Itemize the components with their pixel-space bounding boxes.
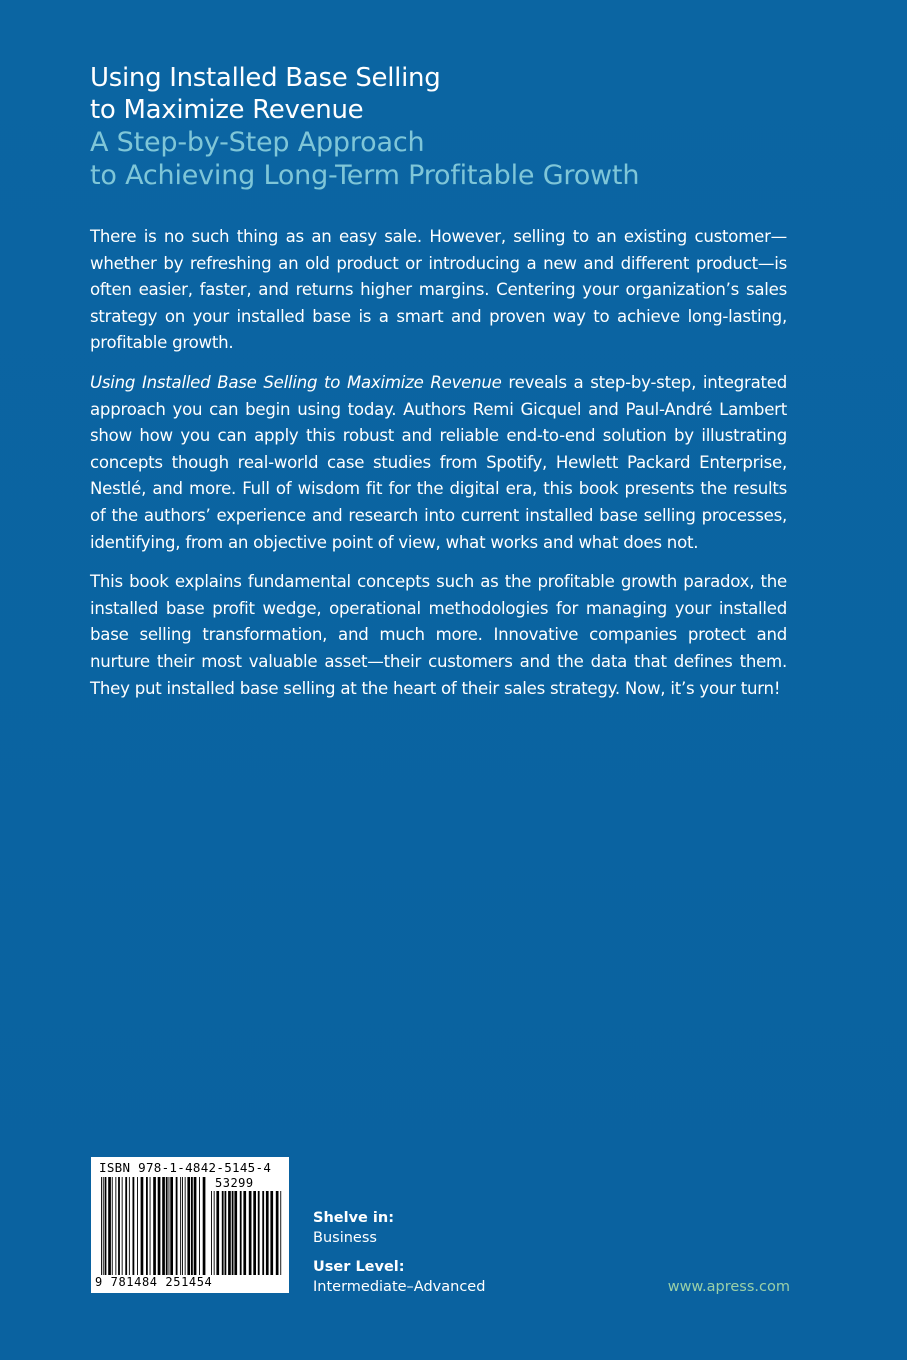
barcode-bar	[262, 1191, 264, 1275]
barcode-bar	[276, 1191, 279, 1275]
barcode-bar	[266, 1191, 269, 1275]
publisher-website[interactable]: www.apress.com	[667, 1279, 790, 1295]
barcode-bar	[133, 1177, 135, 1275]
barcode-bar	[249, 1191, 252, 1275]
barcode-bar	[141, 1177, 144, 1275]
user-level-label: User Level:	[313, 1259, 405, 1275]
barcode-bar	[214, 1191, 215, 1275]
barcode-bar	[101, 1177, 102, 1275]
description-paragraph-1: There is no such thing as an easy sale. However, selling to an existing customer—whether by refreshing an old product or introducing a new and different product—is often easier, faster, and returns higher margins. Centering your organization’s sales strategy on your installed base is a smart and proven way to achieve long-lasting, profitable growth.	[90, 227, 787, 353]
barcode-bar	[243, 1191, 246, 1275]
barcode-bar	[203, 1177, 206, 1275]
shelve-in-label: Shelve in:	[313, 1210, 394, 1226]
book-title-line-1: Using Installed Base Selling	[90, 63, 441, 93]
price-code: 53299	[215, 1176, 254, 1190]
barcode-bar	[112, 1177, 113, 1275]
shelve-in-value: Business	[313, 1230, 377, 1246]
barcode-bar	[222, 1191, 224, 1275]
barcode-bar	[158, 1177, 161, 1275]
barcode-bar	[216, 1191, 219, 1275]
book-title-italic: Using Installed Base Selling to Maximize Revenue	[90, 372, 502, 392]
barcode-bar	[194, 1177, 197, 1275]
barcode-bar	[115, 1177, 116, 1275]
barcode-bar	[122, 1177, 123, 1275]
barcode-bar	[253, 1191, 256, 1275]
barcode-bar	[118, 1177, 120, 1275]
barcode-addon-bars	[211, 1191, 283, 1275]
barcode-bar	[146, 1177, 148, 1275]
barcode-bar	[270, 1191, 273, 1275]
barcode-bar	[125, 1177, 127, 1275]
title-block	[90, 62, 850, 192]
shelving-info	[313, 1208, 485, 1306]
barcode-bar	[240, 1191, 242, 1275]
barcode-bar	[169, 1177, 170, 1275]
description-paragraph-2-text: reveals a step-by-step, integrated approach you can begin using today. Authors Remi Gicquel and Paul-André Lambert show how you can apply this robust and reliable end-to-end solution by illustrating concepts though real-world case studies from Spotify, Hewlett Packard Enterprise, Nestlé, and more. Full of wisdom fit for the digital era, this book presents the results of the authors’ experience and research into current installed base selling processes, identifying, from an objective point of view, what works and what does not.	[90, 372, 787, 552]
barcode-bar	[180, 1177, 181, 1275]
barcode-bar	[108, 1177, 111, 1275]
isbn-label: ISBN 978-1-4842-5145-4	[99, 1160, 272, 1175]
barcode-bar	[228, 1191, 231, 1275]
barcode-bar	[199, 1177, 200, 1275]
barcode-digits: 9 781484 251454	[95, 1275, 213, 1289]
barcode-bar	[182, 1177, 183, 1275]
barcode-main-bars	[101, 1177, 207, 1275]
description	[90, 224, 787, 715]
barcode	[91, 1157, 289, 1293]
barcode-bar	[153, 1177, 156, 1275]
book-subtitle-line-2: to Achieving Long-Term Profitable Growth	[90, 160, 640, 191]
barcode-bar	[129, 1177, 130, 1275]
barcode-bar	[191, 1177, 193, 1275]
barcode-bar	[150, 1177, 151, 1275]
barcode-bar	[234, 1191, 237, 1275]
user-level-value: Intermediate–Advanced	[313, 1279, 486, 1295]
barcode-bar	[170, 1177, 173, 1275]
barcode-bar	[185, 1177, 186, 1275]
barcode-bar	[176, 1177, 178, 1275]
barcode-bar	[103, 1177, 104, 1275]
book-title-line-2: to Maximize Revenue	[90, 95, 364, 125]
barcode-bar	[105, 1177, 107, 1275]
description-paragraph-2	[90, 370, 787, 556]
description-paragraph-3: This book explains fundamental concepts such as the profitable growth paradox, the installed base profit wedge, operational methodologies for managing your installed base selling transformation, and much more. Innovative companies protect and nurture their most valuable asset—their customers and the data that defines them. They put installed base selling at the heart of their sales strategy. Now, it’s your turn!	[90, 572, 787, 698]
barcode-bar	[225, 1191, 227, 1275]
barcode-bar	[280, 1191, 281, 1275]
barcode-bar	[166, 1177, 168, 1275]
barcode-bar	[211, 1191, 212, 1275]
barcode-bar	[137, 1177, 138, 1275]
book-subtitle-line-1: A Step-by-Step Approach	[90, 127, 425, 158]
barcode-bar	[187, 1177, 190, 1275]
barcode-bar	[162, 1177, 165, 1275]
barcode-bar	[258, 1191, 260, 1275]
barcode-bar	[232, 1191, 234, 1275]
